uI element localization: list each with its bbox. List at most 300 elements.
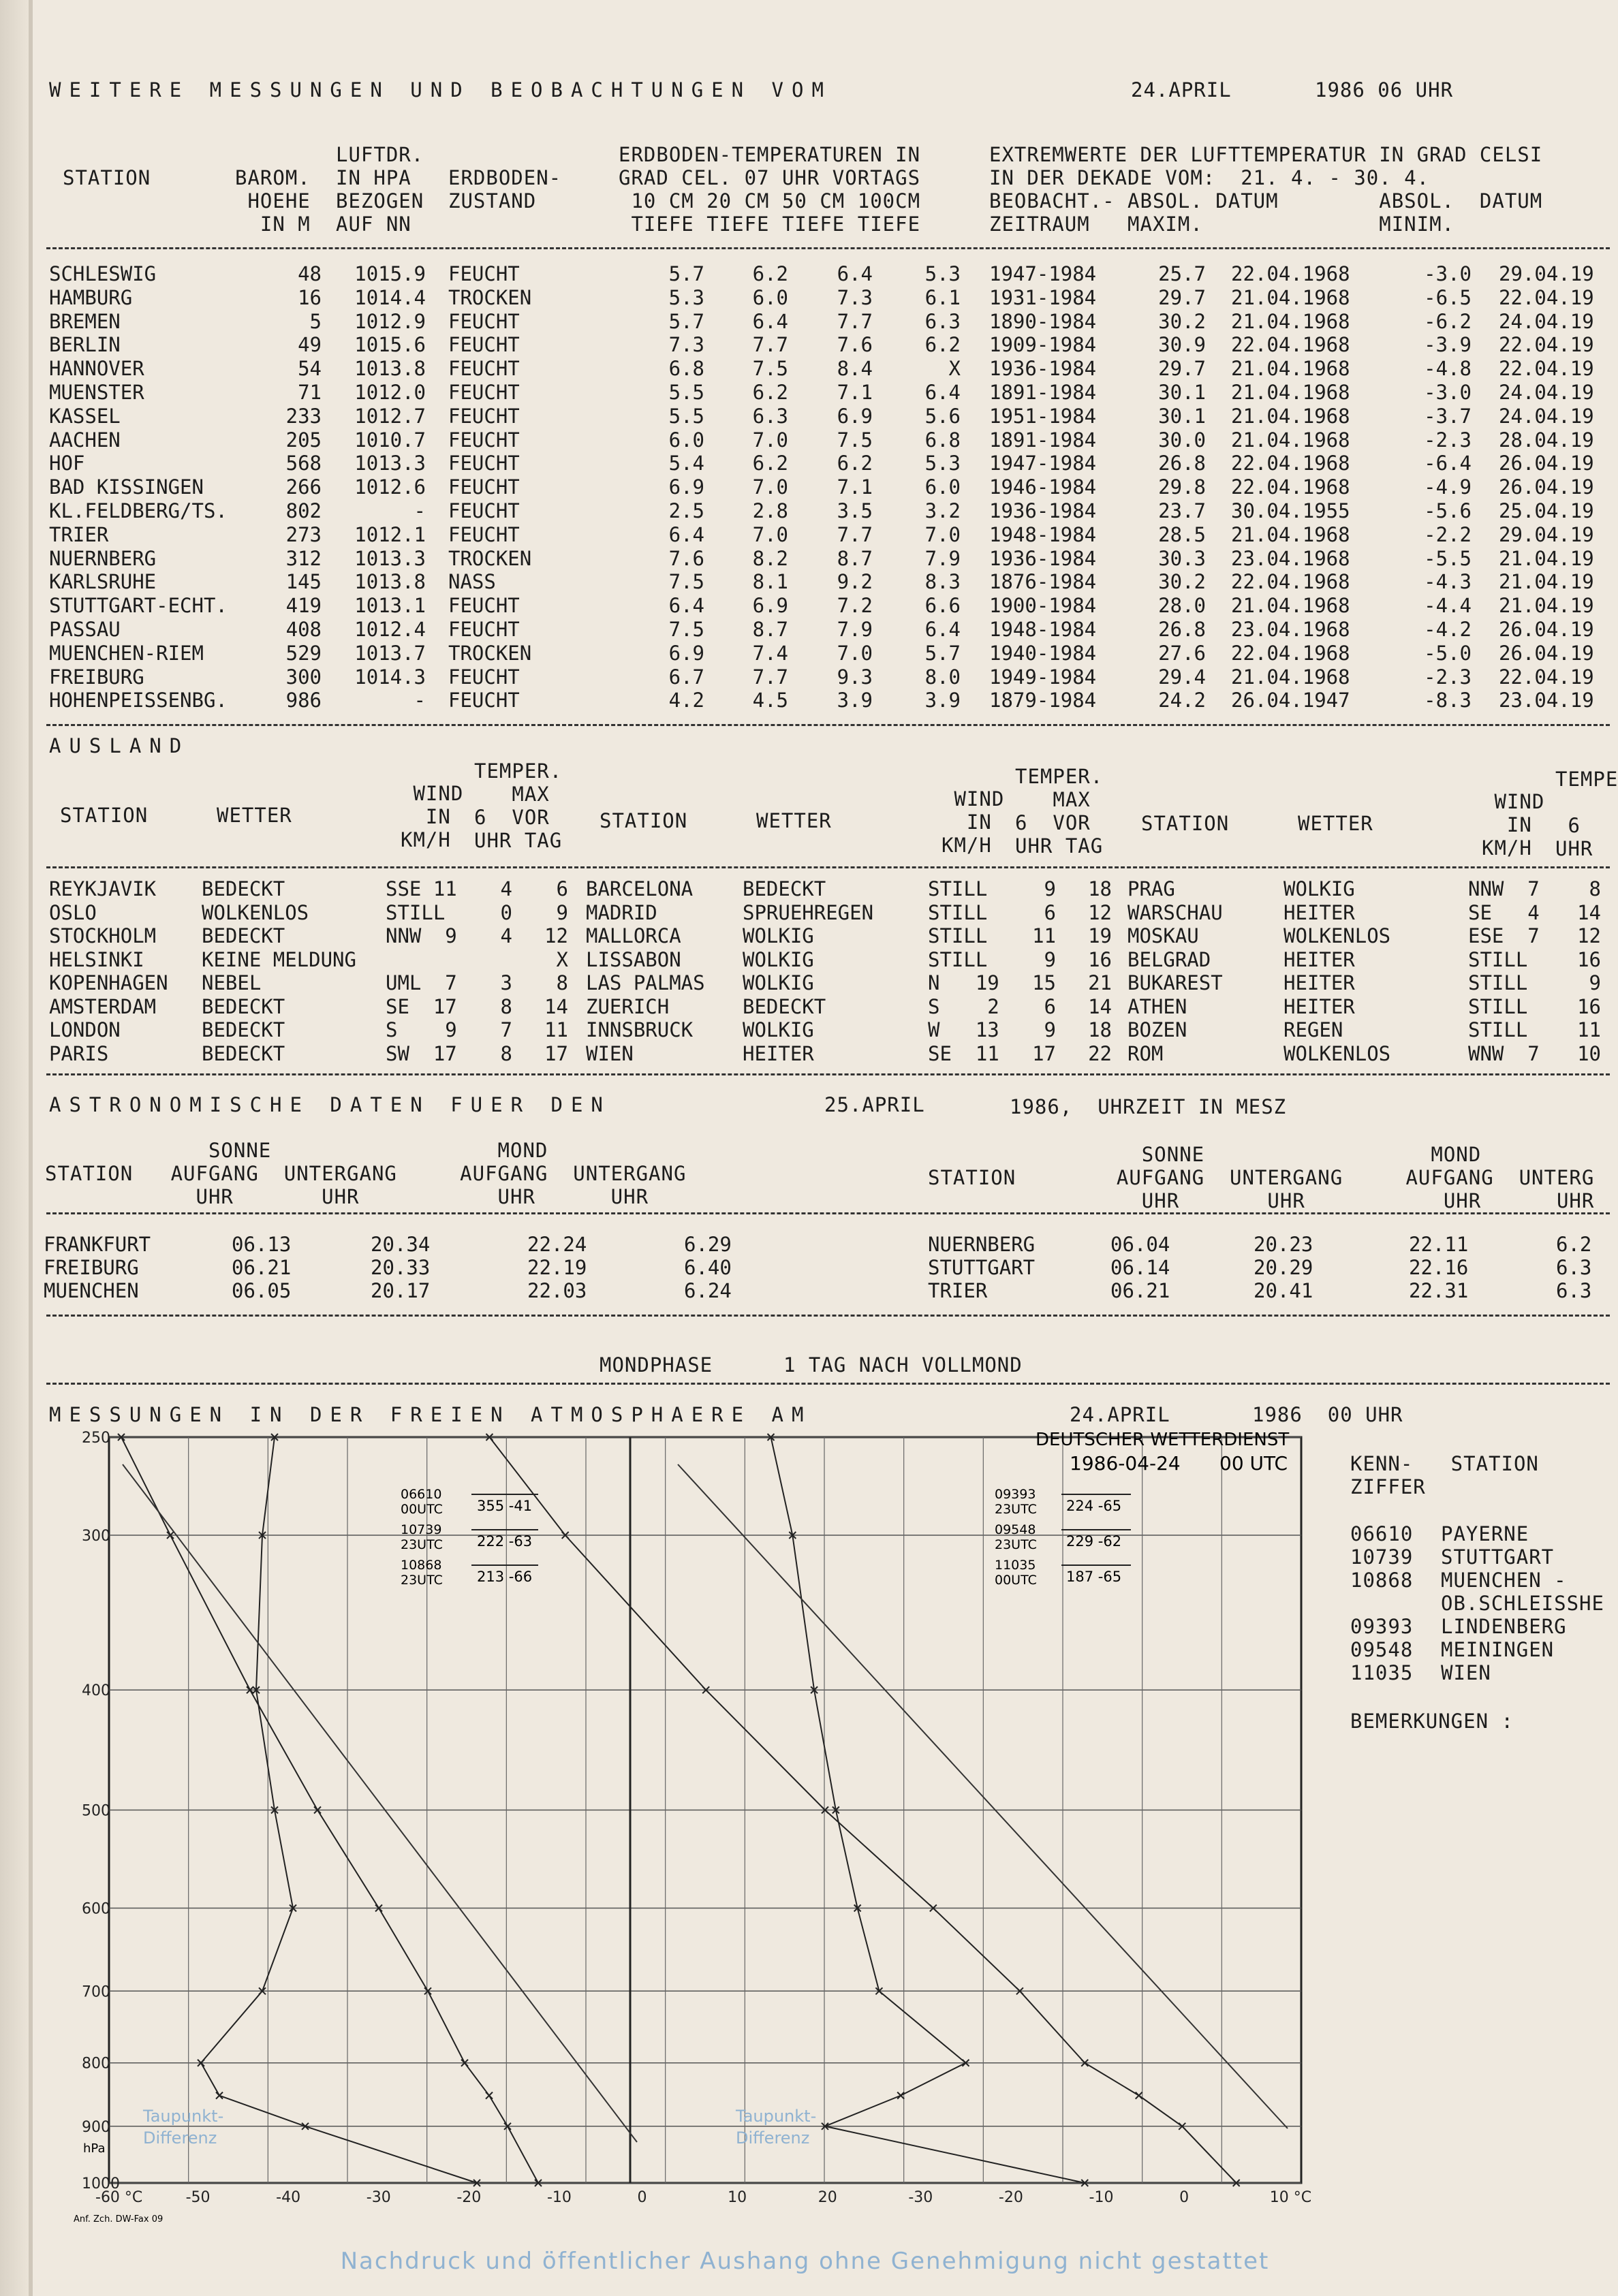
temp-10cm: 6.9 — [668, 475, 704, 499]
absolut-maximum: 29.4 — [1158, 665, 1206, 689]
absolut-maximum: 28.0 — [1158, 594, 1206, 618]
temp-10cm: 6.4 — [668, 522, 704, 546]
minimum-datum: 26.04.19 — [1499, 618, 1594, 641]
sounding-time: 23UTC — [995, 1502, 1037, 1517]
station-name: NUERNBERG — [49, 546, 157, 570]
temperature-tick-label: -30 — [908, 2189, 933, 2206]
wetter: HEITER — [1283, 900, 1355, 924]
temp-10cm: 7.6 — [668, 546, 704, 570]
ausland-head-wetter-3: WETTER — [1298, 812, 1373, 835]
temp-50cm: 7.9 — [837, 618, 873, 641]
wetter: WOLKIG — [1283, 877, 1355, 900]
absolut-maximum: 30.1 — [1158, 404, 1206, 428]
chart-date: 1986-04-24 — [1070, 1452, 1181, 1475]
absolut-minimum: -4.4 — [1424, 594, 1472, 618]
absolut-minimum: -3.7 — [1424, 404, 1472, 428]
temp-6uhr: 4 — [500, 924, 512, 947]
tropopause-value: 224 -65 — [1066, 1498, 1122, 1514]
maximum-datum: 21.04.1968 — [1231, 665, 1350, 689]
sounding-time: 00UTC — [401, 1502, 443, 1517]
differenz-label: Differenz — [736, 2128, 810, 2148]
barom-hoehe: 312 — [285, 546, 322, 570]
barom-hoehe: 568 — [285, 452, 322, 475]
station-name: MUENCHEN — [44, 1279, 139, 1302]
wind: STILL — [386, 900, 446, 924]
wetter: WOLKENLOS — [1283, 1041, 1391, 1065]
wetter: WOLKENLOS — [1283, 924, 1391, 947]
temp-100cm: 8.0 — [924, 665, 961, 689]
sounding-station-id: 10868 — [401, 1558, 442, 1573]
temp-6uhr: 9 — [1044, 1018, 1056, 1041]
barom-hoehe: 145 — [285, 570, 322, 594]
station-id: 11035 — [1350, 1661, 1414, 1684]
temp-6uhr: 9 — [1589, 971, 1601, 994]
mond-aufgang: 22.19 — [527, 1256, 587, 1279]
erdboden-zustand: FEUCHT — [448, 452, 520, 475]
luftdruck: 1012.9 — [354, 309, 426, 333]
station-name: TRIER — [928, 1279, 988, 1302]
station-name: LINDENBERG — [1441, 1615, 1567, 1638]
ausland-head-station-3: STATION — [1141, 812, 1230, 835]
temperature-tick-label: -60 °C — [95, 2189, 143, 2206]
wetter: BEDECKT — [202, 877, 285, 900]
temperature-tick-label: 10 °C — [1269, 2189, 1312, 2206]
station-name: LAS PALMAS — [586, 971, 705, 994]
temp-6uhr: 11 — [1577, 1018, 1601, 1041]
minimum-datum: 24.04.19 — [1499, 381, 1594, 404]
luftdruck: 1012.1 — [354, 522, 426, 546]
maximum-datum: 22.04.1968 — [1231, 262, 1350, 285]
sonne-aufgang: 06.04 — [1110, 1233, 1170, 1256]
absolut-minimum: -5.0 — [1424, 641, 1472, 665]
temp-6uhr: 6 — [1044, 994, 1056, 1018]
erdboden-zustand: FEUCHT — [448, 428, 520, 452]
absolut-maximum: 29.7 — [1158, 285, 1206, 309]
temp-max: 22 — [1088, 1041, 1112, 1065]
station-id: 10739 — [1350, 1545, 1414, 1569]
temp-6uhr: 6 — [1044, 900, 1056, 924]
temp-10cm: 5.4 — [668, 452, 704, 475]
temp-100cm: 6.2 — [924, 333, 961, 357]
sonne-untergang: 20.23 — [1254, 1233, 1313, 1256]
temp-50cm: 6.9 — [837, 404, 873, 428]
station-name: HANNOVER — [49, 357, 144, 381]
temp-10cm: 5.7 — [668, 309, 704, 333]
absolut-maximum: 30.9 — [1158, 333, 1206, 357]
temp-max: X — [556, 947, 568, 971]
luftdruck: 1010.7 — [354, 428, 426, 452]
temperature-tick-label: -50 — [185, 2189, 211, 2206]
absolut-minimum: -6.2 — [1424, 309, 1472, 333]
temp-6uhr: 0 — [500, 900, 512, 924]
wetter: BEDECKT — [202, 924, 285, 947]
temp-50cm: 7.6 — [837, 333, 873, 357]
temp-max: 16 — [1088, 947, 1112, 971]
temp-100cm: 8.3 — [924, 570, 961, 594]
station-name: BUKAREST — [1127, 971, 1223, 994]
station-name: SCHLESWIG — [49, 262, 157, 285]
temp-100cm: X — [948, 357, 961, 381]
minimum-datum: 22.04.19 — [1499, 357, 1594, 381]
temp-100cm: 5.3 — [924, 262, 961, 285]
tropopause-value: 229 -62 — [1066, 1533, 1122, 1550]
minimum-datum: 26.04.19 — [1499, 475, 1594, 499]
station-name: MUENCHEN-RIEM — [49, 641, 204, 665]
beobachtungszeitraum: 1947-1984 — [989, 262, 1097, 285]
station-id: 10868 — [1350, 1569, 1414, 1592]
temp-50cm: 3.9 — [837, 689, 873, 712]
luftdruck: 1015.6 — [354, 333, 426, 357]
temp-20cm: 6.3 — [752, 404, 788, 428]
maximum-datum: 22.04.1968 — [1231, 452, 1350, 475]
temp-max: 21 — [1088, 971, 1112, 994]
station-name: PARIS — [49, 1041, 109, 1065]
pressure-tick-label: 900 — [82, 2118, 110, 2136]
temp-6uhr: 11 — [1032, 924, 1056, 947]
beobachtungszeitraum: 1936-1984 — [989, 546, 1097, 570]
station-name: MALLORCA — [586, 924, 681, 947]
temperature-tick-label: -20 — [998, 2189, 1023, 2206]
temp-50cm: 7.3 — [837, 285, 873, 309]
wind: STILL — [928, 877, 988, 900]
erdboden-zustand: FEUCHT — [448, 381, 520, 404]
luftdruck: 1014.3 — [354, 665, 426, 689]
temp-6uhr: 9 — [1044, 947, 1056, 971]
wind: STILL — [1468, 971, 1528, 994]
temperature-tick-label: 20 — [818, 2189, 837, 2206]
barom-hoehe: 266 — [285, 475, 322, 499]
temp-max: 18 — [1088, 1018, 1112, 1041]
taupunkt-label: Taupunkt- — [736, 2107, 817, 2126]
wetter: HEITER — [1283, 994, 1355, 1018]
wind: STILL — [1468, 1018, 1528, 1041]
luftdruck: 1013.8 — [354, 570, 426, 594]
temp-6uhr: 17 — [1032, 1041, 1056, 1065]
sounding-station-id: 06610 — [401, 1487, 442, 1502]
temp-10cm: 6.7 — [668, 665, 704, 689]
temp-100cm: 6.1 — [924, 285, 961, 309]
pressure-tick-label: 800 — [82, 2055, 110, 2073]
temp-100cm: 3.9 — [924, 689, 961, 712]
sonne-untergang: 20.41 — [1254, 1279, 1313, 1302]
station-name: PASSAU — [49, 618, 121, 641]
temp-6uhr: 8 — [1589, 877, 1601, 900]
temp-100cm: 6.8 — [924, 428, 961, 452]
maximum-datum: 22.04.1968 — [1231, 475, 1350, 499]
temp-10cm: 7.5 — [668, 570, 704, 594]
temp-10cm: 7.3 — [668, 333, 704, 357]
sounding-station-id: 09393 — [995, 1487, 1036, 1502]
wetter: HEITER — [1283, 971, 1355, 994]
pressure-tick-label: 250 — [82, 1430, 110, 1447]
temp-50cm: 9.3 — [837, 665, 873, 689]
wind: STILL — [1468, 947, 1528, 971]
temp-100cm: 7.9 — [924, 546, 961, 570]
kenn-title: KENN- STATION ZIFFER — [1350, 1452, 1539, 1498]
sonne-aufgang: 06.05 — [232, 1279, 292, 1302]
astro-title: ASTRONOMISCHE DATEN FUER DEN — [49, 1093, 611, 1116]
beobachtungszeitraum: 1876-1984 — [989, 570, 1097, 594]
minimum-datum: 22.04.19 — [1499, 285, 1594, 309]
maximum-datum: 21.04.1968 — [1231, 357, 1350, 381]
station-name: INNSBRUCK — [586, 1018, 694, 1041]
wetter: BEDECKT — [202, 1041, 285, 1065]
absolut-minimum: -3.9 — [1424, 333, 1472, 357]
mond-untergang: 6.40 — [684, 1256, 732, 1279]
barom-hoehe: 273 — [285, 522, 322, 546]
tropopause-value: 187 -65 — [1066, 1569, 1122, 1585]
beobachtungszeitraum: 1936-1984 — [989, 357, 1097, 381]
sonne-untergang: 20.33 — [371, 1256, 431, 1279]
wetter: BEDECKT — [743, 994, 826, 1018]
mond-aufgang: 22.31 — [1409, 1279, 1469, 1302]
absolut-maximum: 28.5 — [1158, 522, 1206, 546]
temp-10cm: 6.8 — [668, 357, 704, 381]
minimum-datum: 29.04.19 — [1499, 522, 1594, 546]
beobachtungszeitraum: 1879-1984 — [989, 689, 1097, 712]
temp-6uhr: 8 — [500, 994, 512, 1018]
col-head-bodentemp: ERDBODEN-TEMPERATUREN IN GRAD CEL. 07 UHR VORTAGS 10 CM 20 CM 50 CM 100CM TIEFE TIEFE TIEFE TIEFE — [619, 143, 921, 236]
temperature-tick-label: -40 — [276, 2189, 301, 2206]
wind: NNW 7 — [1468, 877, 1540, 900]
temp-10cm: 6.0 — [668, 428, 704, 452]
mond-untergang: 6.29 — [684, 1233, 732, 1256]
temp-6uhr: 16 — [1577, 994, 1601, 1018]
station-name: FREIBURG — [44, 1256, 139, 1279]
minimum-datum: 21.04.19 — [1499, 546, 1594, 570]
minimum-datum: 29.04.19 — [1499, 262, 1594, 285]
pressure-tick-label: 400 — [82, 1682, 110, 1700]
station-id: 09548 — [1350, 1638, 1414, 1661]
beobachtungszeitraum: 1948-1984 — [989, 522, 1097, 546]
temp-max: 8 — [556, 971, 568, 994]
wetter: HEITER — [743, 1041, 814, 1065]
luftdruck: 1012.7 — [354, 404, 426, 428]
wetter: NEBEL — [202, 971, 262, 994]
station-name: STUTTGART — [1441, 1545, 1555, 1569]
temperature-tick-label: -20 — [456, 2189, 482, 2206]
barom-hoehe: 529 — [285, 641, 322, 665]
sonne-aufgang: 06.21 — [232, 1256, 292, 1279]
col-head-barom: BAROM. HOEHE IN M — [235, 166, 311, 236]
temp-20cm: 7.7 — [752, 665, 788, 689]
absolut-minimum: -5.6 — [1424, 499, 1472, 522]
wind: SW 17 — [386, 1041, 457, 1065]
temp-10cm: 6.9 — [668, 641, 704, 665]
barom-hoehe: 408 — [285, 618, 322, 641]
luftdruck: 1015.9 — [354, 262, 426, 285]
erdboden-zustand: TROCKEN — [448, 641, 532, 665]
station-name: HAMBURG — [49, 285, 133, 309]
station-name: FRANKFURT — [44, 1233, 151, 1256]
station-name: BERLIN — [49, 333, 121, 357]
wind: STILL — [928, 924, 988, 947]
beobachtungszeitraum: 1900-1984 — [989, 594, 1097, 618]
beobachtungszeitraum: 1947-1984 — [989, 452, 1097, 475]
station-name: OSLO — [49, 900, 97, 924]
beobachtungszeitraum: 1936-1984 — [989, 499, 1097, 522]
barom-hoehe: 802 — [285, 499, 322, 522]
temp-max: 14 — [1088, 994, 1112, 1018]
station-name: HOF — [49, 452, 85, 475]
station-name: LONDON — [49, 1018, 121, 1041]
station-name: WIEN — [586, 1041, 634, 1065]
temp-6uhr: 4 — [500, 877, 512, 900]
station-name: REYKJAVIK — [49, 877, 157, 900]
station-name: BELGRAD — [1127, 947, 1211, 971]
barom-hoehe: 300 — [285, 665, 322, 689]
mond-untergang: 6.24 — [684, 1279, 732, 1302]
wetter: KEINE MELDUNG — [202, 947, 356, 971]
wind: S 9 — [386, 1018, 457, 1041]
sonne-aufgang: 06.13 — [232, 1233, 292, 1256]
absolut-maximum: 26.8 — [1158, 452, 1206, 475]
taupunkt-label: Taupunkt- — [143, 2107, 224, 2126]
maximum-datum: 30.04.1955 — [1231, 499, 1350, 522]
temp-50cm: 6.4 — [837, 262, 873, 285]
sounding-time: 23UTC — [401, 1573, 443, 1588]
temperature-tick-label: -10 — [1089, 2189, 1114, 2206]
absolut-minimum: -4.3 — [1424, 570, 1472, 594]
absolut-maximum: 30.2 — [1158, 309, 1206, 333]
barom-hoehe: 233 — [285, 404, 322, 428]
absolut-minimum: -8.3 — [1424, 689, 1472, 712]
temp-100cm: 6.0 — [924, 475, 961, 499]
minimum-datum: 28.04.19 — [1499, 428, 1594, 452]
sonne-aufgang: 06.21 — [1110, 1279, 1170, 1302]
mondphase-label: MONDPHASE — [600, 1353, 713, 1377]
temp-max: 14 — [544, 994, 568, 1018]
erdboden-zustand: FEUCHT — [448, 618, 520, 641]
temp-max: 18 — [1088, 877, 1112, 900]
temp-6uhr: 9 — [1044, 877, 1056, 900]
absolut-minimum: -6.4 — [1424, 452, 1472, 475]
temp-50cm: 7.5 — [837, 428, 873, 452]
mondphase-value: 1 TAG NACH VOLLMOND — [783, 1353, 1023, 1377]
pressure-tick-label: 1000 — [82, 2175, 120, 2192]
absolut-maximum: 30.3 — [1158, 546, 1206, 570]
erdboden-zustand: FEUCHT — [448, 404, 520, 428]
maximum-datum: 23.04.1968 — [1231, 618, 1350, 641]
dwd-label: DEUTSCHER WETTERDIENST — [1036, 1430, 1290, 1450]
temp-100cm: 5.7 — [924, 641, 961, 665]
beobachtungszeitraum: 1890-1984 — [989, 309, 1097, 333]
temp-20cm: 6.2 — [752, 262, 788, 285]
station-name: FREIBURG — [49, 665, 144, 689]
maximum-datum: 21.04.1968 — [1231, 522, 1350, 546]
beobachtungszeitraum: 1909-1984 — [989, 333, 1097, 357]
temp-max: 17 — [544, 1041, 568, 1065]
temp-6uhr: 15 — [1032, 971, 1056, 994]
mond-untergang: 6.2 — [1556, 1233, 1592, 1256]
temp-6uhr: 10 — [1577, 1041, 1601, 1065]
station-name: AMSTERDAM — [49, 994, 157, 1018]
temp-50cm: 6.2 — [837, 452, 873, 475]
maximum-datum: 21.04.1968 — [1231, 381, 1350, 404]
absolut-minimum: -5.5 — [1424, 546, 1472, 570]
temperature-curve-left-point — [486, 2092, 493, 2099]
absolut-minimum: -2.3 — [1424, 665, 1472, 689]
minimum-datum: 21.04.19 — [1499, 594, 1594, 618]
absolut-maximum: 27.6 — [1158, 641, 1206, 665]
ausland-head-temp-2: TEMPER. MAX 6 VOR UHR TAG — [1015, 765, 1104, 858]
absolut-minimum: -4.8 — [1424, 357, 1472, 381]
erdboden-zustand: TROCKEN — [448, 285, 532, 309]
station-name: TRIER — [49, 522, 109, 546]
temp-20cm: 7.4 — [752, 641, 788, 665]
col-head-station: STATION — [63, 166, 151, 189]
astro-date: 25.APRIL — [824, 1093, 925, 1116]
temp-100cm: 5.3 — [924, 452, 961, 475]
mond-untergang: 6.3 — [1556, 1279, 1592, 1302]
luftdruck: - — [414, 689, 426, 712]
barom-hoehe: 986 — [285, 689, 322, 712]
temp-max: 12 — [544, 924, 568, 947]
temp-6uhr: 7 — [500, 1018, 512, 1041]
absolut-maximum: 24.2 — [1158, 689, 1206, 712]
temp-20cm: 7.7 — [752, 333, 788, 357]
sounding-station-id: 09548 — [995, 1522, 1036, 1537]
page-title: WEITERE MESSUNGEN UND BEOBACHTUNGEN VOM — [49, 78, 832, 101]
luftdruck: 1014.4 — [354, 285, 426, 309]
minimum-datum: 21.04.19 — [1499, 570, 1594, 594]
erdboden-zustand: FEUCHT — [448, 594, 520, 618]
station-name: NUERNBERG — [928, 1233, 1036, 1256]
minimum-datum: 24.04.19 — [1499, 404, 1594, 428]
absolut-maximum: 29.7 — [1158, 357, 1206, 381]
wetter: WOLKIG — [743, 1018, 814, 1041]
wind: W 13 — [928, 1018, 999, 1041]
beobachtungszeitraum: 1951-1984 — [989, 404, 1097, 428]
temp-100cm: 7.0 — [924, 522, 961, 546]
minimum-datum: 22.04.19 — [1499, 665, 1594, 689]
temp-100cm: 6.3 — [924, 309, 961, 333]
temp-max: 19 — [1088, 924, 1112, 947]
wetter: SPRUEHREGEN — [743, 900, 874, 924]
wetter: WOLKIG — [743, 924, 814, 947]
minimum-datum: 25.04.19 — [1499, 499, 1594, 522]
wind: SE 4 — [1468, 900, 1540, 924]
ausland-head-wind-2: WIND IN KM/H — [942, 787, 1005, 857]
dewpoint-curve-right-point — [897, 2092, 904, 2099]
wind: STILL — [928, 947, 988, 971]
absolut-minimum: -6.5 — [1424, 285, 1472, 309]
wetter: HEITER — [1283, 947, 1355, 971]
absolut-minimum: -2.2 — [1424, 522, 1472, 546]
temp-100cm: 5.6 — [924, 404, 961, 428]
wind: ESE 7 — [1468, 924, 1540, 947]
maximum-datum: 22.04.1968 — [1231, 333, 1350, 357]
wind: S 2 — [928, 994, 999, 1018]
temp-20cm: 8.2 — [752, 546, 788, 570]
tropopause-value: 222 -63 — [477, 1533, 533, 1550]
temp-6uhr: 3 — [500, 971, 512, 994]
station-name: MEININGEN — [1441, 1638, 1555, 1661]
station-name: ROM — [1127, 1041, 1164, 1065]
ausland-title: AUSLAND — [49, 734, 190, 757]
barom-hoehe: 71 — [298, 381, 322, 404]
ausland-head-temp-3: TEMPE 6 UHR — [1555, 768, 1618, 860]
beobachtungszeitraum: 1946-1984 — [989, 475, 1097, 499]
erdboden-zustand: FEUCHT — [448, 499, 520, 522]
station-name: MOSKAU — [1127, 924, 1199, 947]
maximum-datum: 22.04.1968 — [1231, 570, 1350, 594]
erdboden-zustand: FEUCHT — [448, 689, 520, 712]
beobachtungszeitraum: 1940-1984 — [989, 641, 1097, 665]
ausland-head-wind-3: WIND IN KM/H — [1482, 790, 1545, 860]
barom-hoehe: 205 — [285, 428, 322, 452]
ausland-head-wetter: WETTER — [217, 804, 292, 827]
